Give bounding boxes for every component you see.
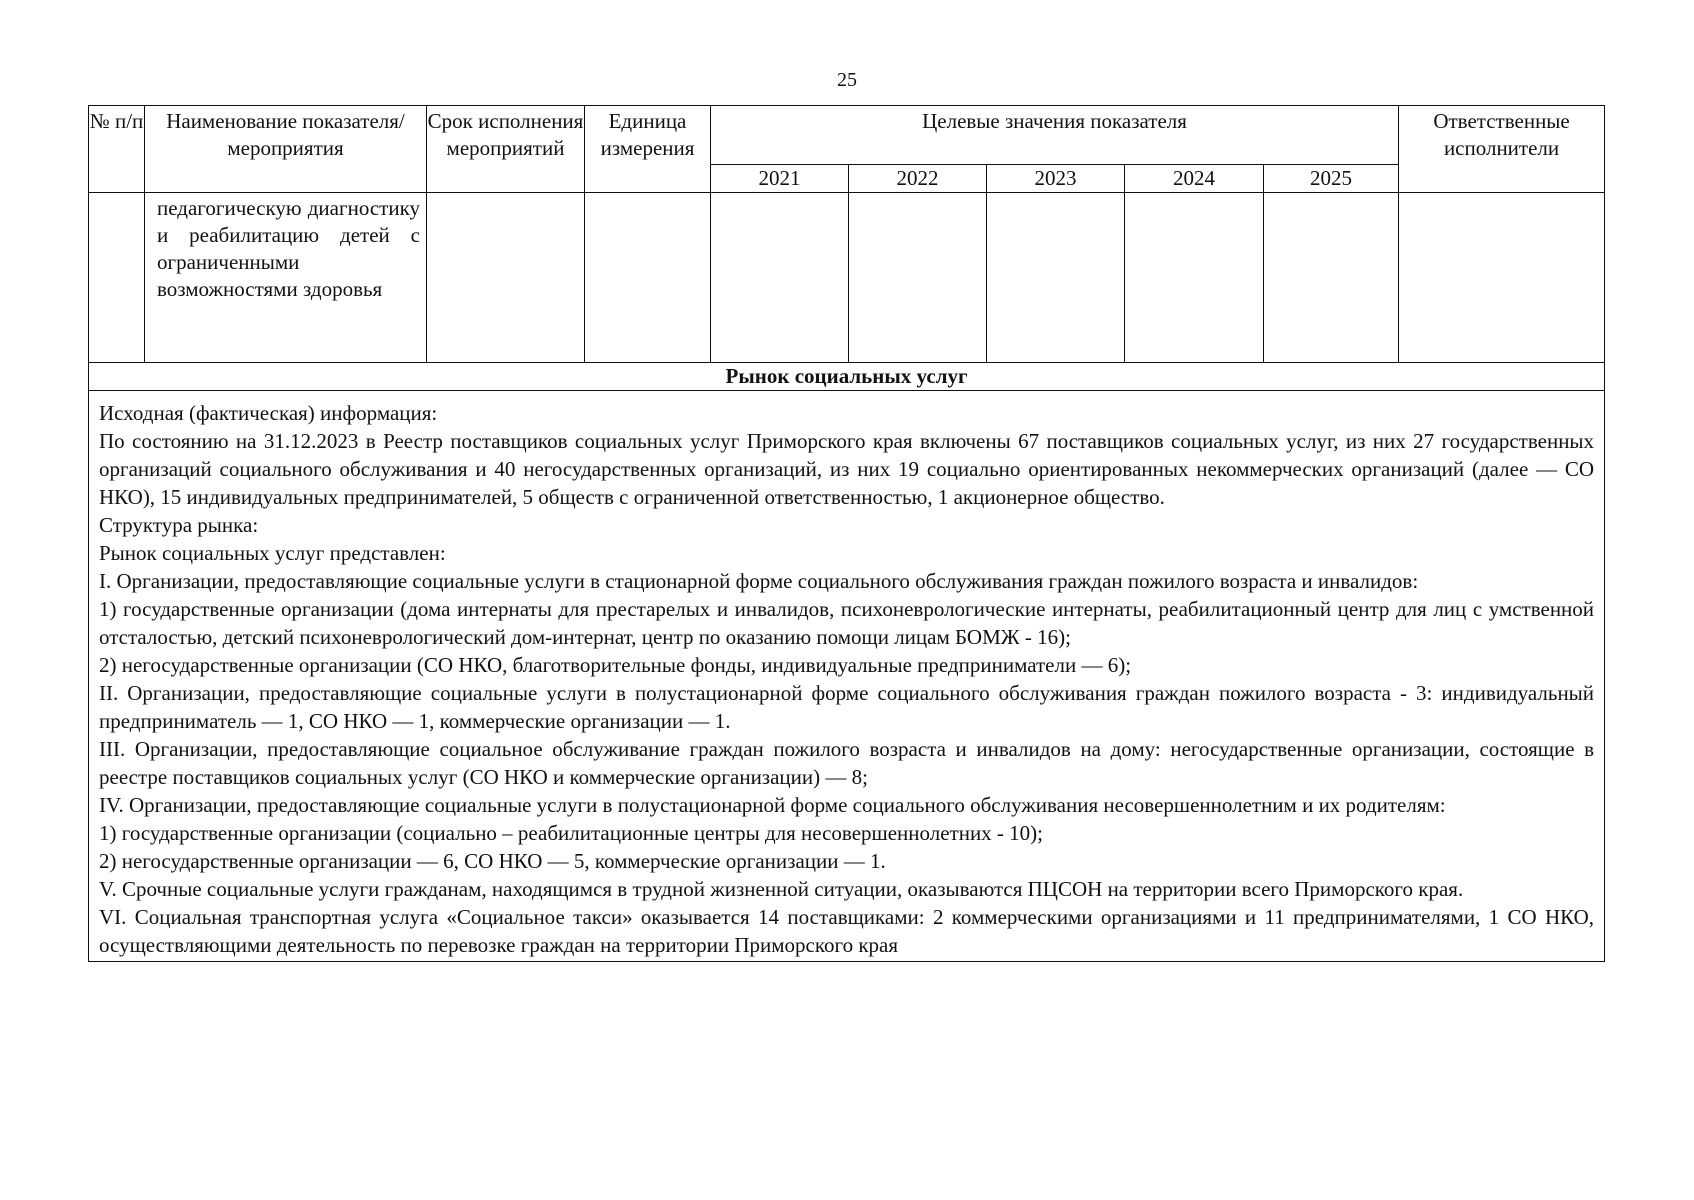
year-2025: 2025 [1264, 165, 1399, 193]
cell-unit [585, 193, 711, 363]
info-paragraph: III. Организации, предоставляющие социальное обслуживание граждан пожилого возраста и инвалидов на дому: негосударственные организации, состоящие в реестре поставщиков социальных услуг (СО НКО и коммерческие организации) — 8; [99, 737, 1595, 789]
info-paragraph: Рынок социальных услуг представлен: [99, 541, 446, 565]
header-responsible: Ответственные исполнители [1399, 106, 1605, 193]
info-paragraph: VI. Социальная транспортная услуга «Социальное такси» оказывается 14 поставщиками: 2 коммерческими организациями и 11 предпринимателями, 1 СО НКО, осуществляющими деятельность по перевозке граждан на территории Приморского края [99, 905, 1595, 957]
header-row [89, 106, 1605, 165]
year-2023: 2023 [987, 165, 1125, 193]
indicators-table [88, 105, 1605, 962]
info-paragraph: II. Организации, предоставляющие социальные услуги в полустационарной форме социального обслуживания граждан пожилого возраста - 3: индивидуальный предприниматель — 1, СО НКО — 1, коммерческие организации — 1. [99, 681, 1595, 733]
section-title: Рынок социальных услуг [89, 363, 1605, 391]
info-paragraph: 2) негосударственные организации — 6, СО НКО — 5, коммерческие организации — 1. [99, 849, 886, 873]
info-row [89, 391, 1605, 962]
info-paragraph: IV. Организации, предоставляющие социальные услуги в полустационарной форме социального обслуживания несовершеннолетним и их родителям: [99, 793, 1446, 817]
header-num: № п/п [89, 106, 145, 193]
cell-2022 [849, 193, 987, 363]
header-targets: Целевые значения показателя [711, 106, 1399, 165]
cell-2021 [711, 193, 849, 363]
header-unit: Единица измерения [585, 106, 711, 193]
year-2022: 2022 [849, 165, 987, 193]
info-paragraph: 2) негосударственные организации (СО НКО, благотворительные фонды, индивидуальные предприниматели — 6); [99, 653, 1132, 677]
cell-num [89, 193, 145, 363]
header-name: Наименование показателя/мероприятия [145, 106, 427, 193]
header-deadline: Срок исполнения мероприятий [427, 106, 585, 193]
continued-row [89, 193, 1605, 363]
page-number: 25 [837, 69, 857, 91]
info-paragraph: По состоянию на 31.12.2023 в Реестр поставщиков социальных услуг Приморского края включены 67 поставщиков социальных услуг, из них 27 государственных организаций социального обслуживания и 40 негосударственных организаций, из них 19 социально ориентированных некоммерческих организаций (далее — СО НКО), 15 индивидуальных предпринимателей, 5 обществ с ограниченной ответственностью, 1 акционерное общество. [99, 429, 1595, 509]
info-paragraph: Исходная (фактическая) информация: [99, 401, 438, 425]
cell-deadline [427, 193, 585, 363]
info-cell [89, 391, 1605, 962]
info-paragraph: 1) государственные организации (дома интернаты для престарелых и инвалидов, психоневрологические интернаты, реабилитационный центр для лиц с умственной отсталостью, детский психоневрологический дом-интернат, центр по оказанию помощи лицам БОМЖ - 16); [99, 597, 1595, 649]
cell-2024 [1125, 193, 1264, 363]
info-paragraph: V. Срочные социальные услуги гражданам, находящимся в трудной жизненной ситуации, оказываются ПЦСОН на территории всего Приморского края. [99, 877, 1464, 901]
info-paragraph: Структура рынка: [99, 513, 259, 537]
year-2024: 2024 [1125, 165, 1264, 193]
cell-2023 [987, 193, 1125, 363]
info-paragraph: I. Организации, предоставляющие социальные услуги в стационарной форме социального обслуживания граждан пожилого возраста и инвалидов: [99, 569, 1419, 593]
cell-responsible [1399, 193, 1605, 363]
section-row [89, 363, 1605, 391]
info-paragraph: 1) государственные организации (социально – реабилитационные центры для несовершеннолетних - 10); [99, 821, 1044, 845]
year-2021: 2021 [711, 165, 849, 193]
cell-name: педагогическую диагностику и реабилитацию детей с ограниченными возможностями здоровья [145, 193, 427, 363]
cell-2025 [1264, 193, 1399, 363]
